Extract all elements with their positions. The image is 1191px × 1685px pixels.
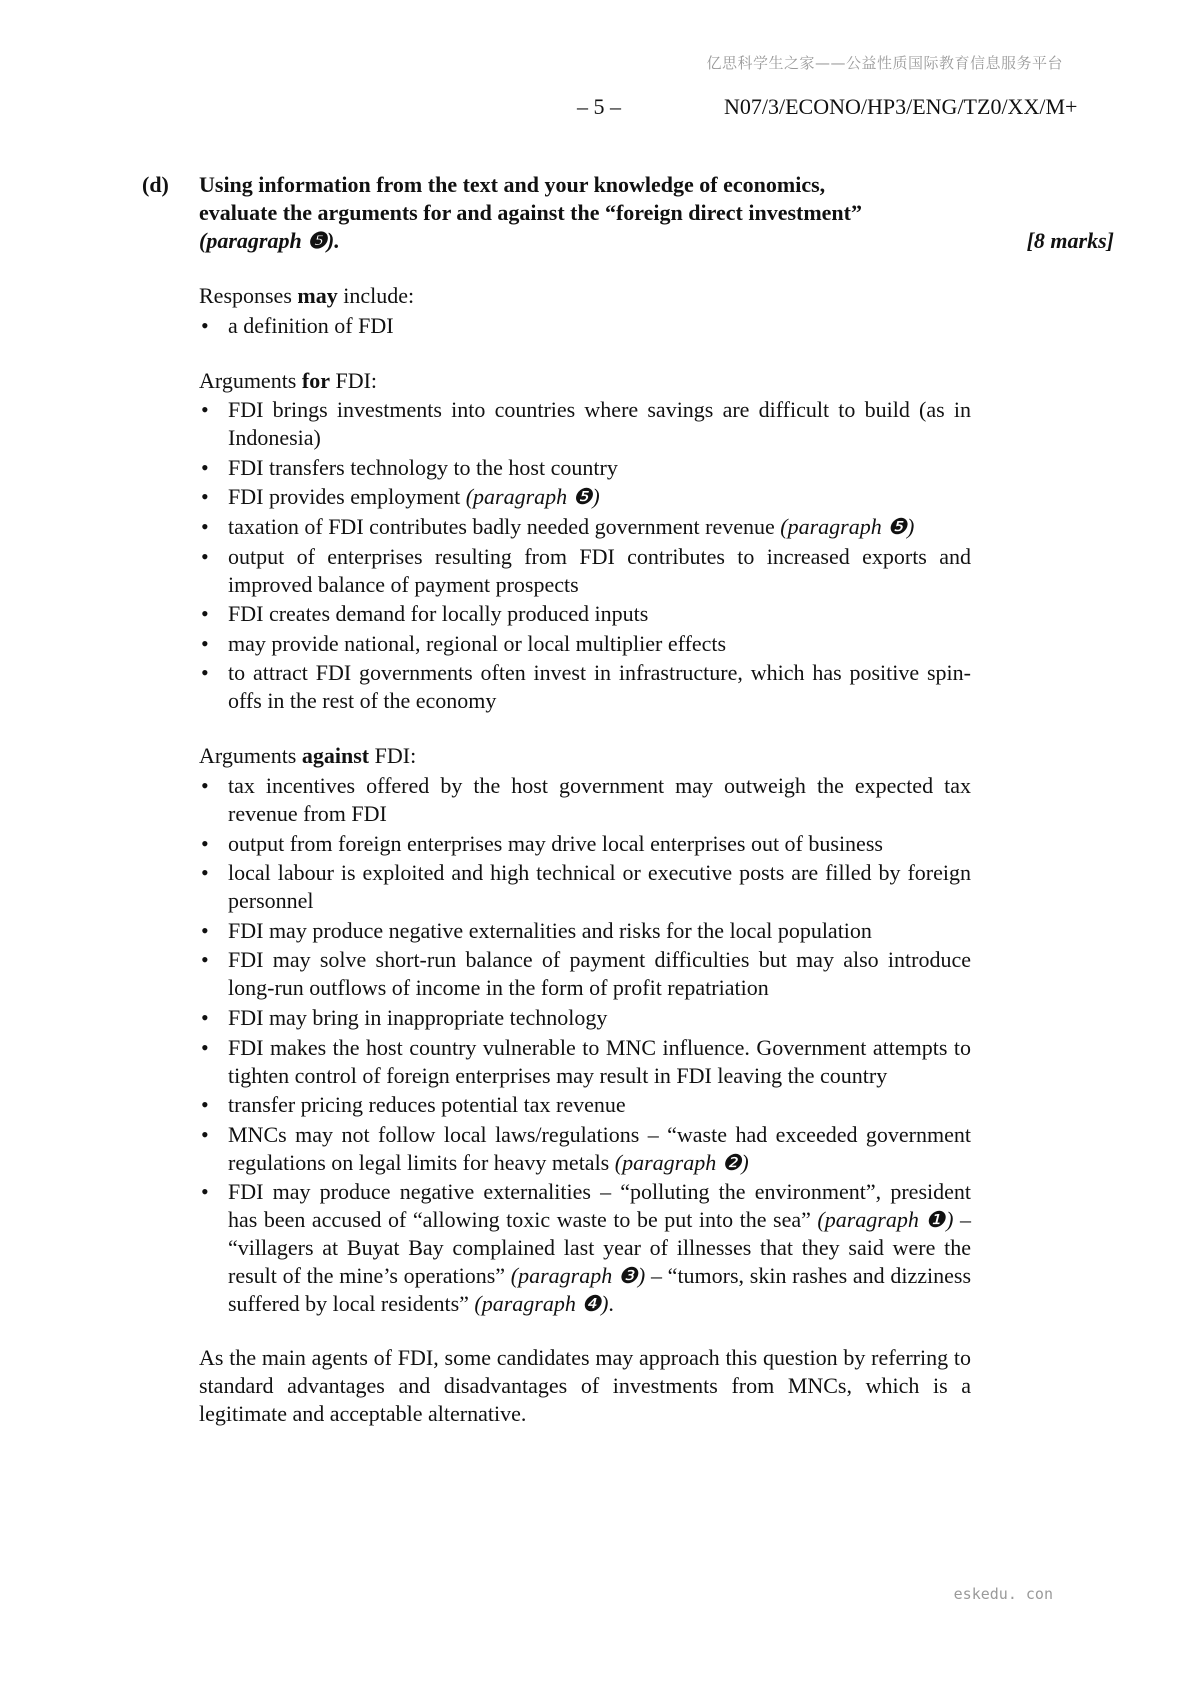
list-item: • output from foreign enterprises may drive local enterprises out of business bbox=[199, 830, 971, 858]
markscheme-body bbox=[199, 282, 971, 1428]
for-heading: Arguments for FDI: bbox=[199, 367, 378, 393]
list-item: • FDI provides employment (paragraph ❺) bbox=[199, 483, 971, 511]
list-item: • a definition of FDI bbox=[199, 312, 971, 340]
paragraph-ref: (paragraph ❺) bbox=[780, 513, 915, 539]
question-line-2: evaluate the arguments for and against the “foreign direct investment” bbox=[199, 200, 862, 225]
question-label: (d) bbox=[142, 172, 169, 197]
list-item: • FDI brings investments into countries where savings are difficult to build (as in Indonesia) bbox=[199, 396, 971, 452]
list-item: • tax incentives offered by the host government may outweigh the expected tax revenue from FDI bbox=[199, 772, 971, 828]
list-item: • may provide national, regional or local multiplier effects bbox=[199, 630, 971, 658]
list-item: • FDI may produce negative externalities – “polluting the environment”, president has been accused of “allowing toxic waste to be put into the sea” (paragraph ❶) – “villagers at Buyat Bay complained last year of illnesses that they said were the result of the mine’s operations” (paragraph ❸) – “tumors, skin rashes and dizziness suffered by local residents” (paragraph ❹). bbox=[199, 1178, 971, 1318]
list-item: • FDI creates demand for locally produced inputs bbox=[199, 600, 971, 628]
list-item: • FDI may produce negative externalities and risks for the local population bbox=[199, 917, 971, 945]
question-marks: [8 marks] bbox=[1026, 228, 1114, 253]
list-item: • output of enterprises resulting from FDI contributes to increased exports and improved balance of payment prospects bbox=[199, 543, 971, 599]
list-item: • MNCs may not follow local laws/regulations – “waste had exceeded government regulations on legal limits for heavy metals (paragraph ❷) bbox=[199, 1121, 971, 1177]
question-line-1: Using information from the text and your knowledge of economics, bbox=[199, 172, 826, 197]
responses-list bbox=[199, 312, 971, 340]
paragraph-ref: (paragraph ❺) bbox=[465, 484, 600, 510]
against-last-item-list bbox=[199, 1178, 971, 1318]
responses-intro: Responses may include: bbox=[199, 283, 415, 308]
question-text bbox=[199, 171, 1114, 255]
against-heading: Arguments against FDI: bbox=[199, 743, 417, 769]
for-arguments-list bbox=[199, 396, 971, 715]
watermark-bottom: eskedu. con bbox=[953, 1585, 1053, 1603]
list-item: • FDI transfers technology to the host country bbox=[199, 454, 971, 482]
conclusion-paragraph: As the main agents of FDI, some candidates may approach this question by referring to standard advantages and disadvantages of investments from MNCs, which is a legitimate and acceptable alternative. bbox=[199, 1345, 971, 1427]
watermark-top: 亿思科学生之家——公益性质国际教育信息服务平台 bbox=[706, 54, 1063, 72]
list-item: • transfer pricing reduces potential tax revenue bbox=[199, 1091, 971, 1119]
page-number: – 5 – bbox=[577, 94, 621, 119]
document-code: N07/3/ECONO/HP3/ENG/TZ0/XX/M+ bbox=[724, 94, 1078, 119]
paragraph-ref: (paragraph ❷) bbox=[614, 1149, 749, 1175]
list-item: • to attract FDI governments often invest in infrastructure, which has positive spin-offs in the rest of the economy bbox=[199, 659, 971, 715]
page-header bbox=[0, 94, 1191, 124]
question-paragraph-ref: (paragraph ❺). bbox=[199, 228, 340, 253]
list-item: • taxation of FDI contributes badly needed government revenue (paragraph ❺) bbox=[199, 513, 971, 541]
against-arguments-list bbox=[199, 772, 971, 1177]
list-item: • FDI may solve short-run balance of payment difficulties but may also introduce long-run outflows of income in the form of profit repatriation bbox=[199, 946, 971, 1002]
question-line-3 bbox=[199, 227, 1114, 255]
list-item: • FDI makes the host country vulnerable to MNC influence. Government attempts to tighten control of foreign enterprises may result in FDI leaving the country bbox=[199, 1034, 971, 1090]
list-item: • FDI may bring in inappropriate technology bbox=[199, 1004, 971, 1032]
list-item: • local labour is exploited and high technical or executive posts are filled by foreign personnel bbox=[199, 859, 971, 915]
